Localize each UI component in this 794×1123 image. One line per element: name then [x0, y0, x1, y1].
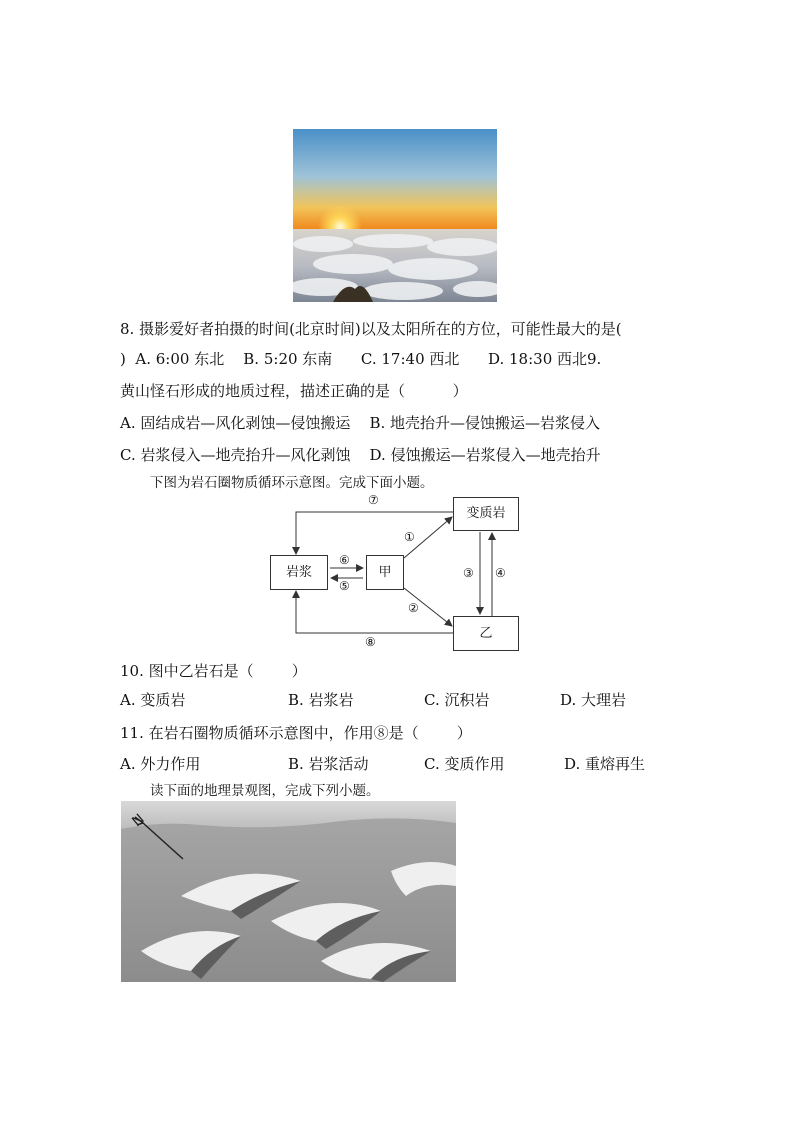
- question-8-options: ) A. 6:00 东北 B. 5:20 东南 C. 17:40 西北 D. 18:30 西北9.: [120, 350, 602, 368]
- box-magma: 岩浆: [270, 555, 328, 590]
- question-10-option-a: A. 变质岩: [120, 691, 186, 709]
- landscape-intro: 读下面的地理景观图，完成下列小题。: [150, 783, 380, 799]
- box-metamorphic: 变质岩: [453, 497, 519, 531]
- compass-north-label: N: [129, 811, 148, 831]
- question-9-options-row2: C. 岩浆侵入—地壳抬升—风化剥蚀 D. 侵蚀搬运—岩浆侵入—地壳抬升: [120, 446, 601, 464]
- arrow-1: [404, 517, 452, 558]
- label-arrow-1: ①: [404, 530, 415, 544]
- box-yi: 乙: [453, 616, 519, 651]
- arrow-2: [404, 588, 452, 626]
- label-arrow-3: ③: [463, 566, 474, 580]
- question-10-option-d: D. 大理岩: [560, 691, 627, 709]
- label-arrow-7: ⑦: [368, 493, 379, 507]
- question-11-option-b: B. 岩浆活动: [288, 755, 369, 773]
- desert-dunes-icon: [121, 801, 456, 982]
- arrow-7: [296, 512, 453, 554]
- desert-dunes-photo: [121, 801, 456, 982]
- question-11-option-c: C. 变质作用: [424, 755, 505, 773]
- question-8-stem: 8. 摄影爱好者拍摄的时间(北京时间)以及太阳所在的方位，可能性最大的是(: [120, 320, 622, 338]
- question-10-option-c: C. 沉积岩: [424, 691, 490, 709]
- question-11-stem: 11. 在岩石圈物质循环示意图中，作用⑧是（ ）: [120, 724, 472, 742]
- question-10-stem: 10. 图中乙岩石是（ ）: [120, 662, 307, 680]
- box-jia: 甲: [366, 555, 404, 590]
- rock-cycle-intro: 下图为岩石圈物质循环示意图。完成下面小题。: [150, 475, 434, 491]
- question-9-stem: 黄山怪石形成的地质过程，描述正确的是（ ）: [120, 382, 468, 400]
- label-arrow-6: ⑥: [339, 553, 350, 567]
- label-arrow-8: ⑧: [365, 635, 376, 649]
- question-10-option-b: B. 岩浆岩: [288, 691, 354, 709]
- question-11-option-a: A. 外力作用: [120, 755, 201, 773]
- sunrise-sea-of-clouds-icon: [293, 129, 497, 302]
- question-11-option-d: D. 重熔再生: [564, 755, 646, 773]
- arrow-8: [296, 591, 453, 633]
- sunrise-photo: [293, 129, 497, 302]
- label-arrow-2: ②: [408, 601, 419, 615]
- label-arrow-5: ⑤: [339, 579, 350, 593]
- label-arrow-4: ④: [495, 566, 506, 580]
- question-9-options-row1: A. 固结成岩—风化剥蚀—侵蚀搬运 B. 地壳抬升—侵蚀搬运—岩浆侵入: [120, 414, 601, 432]
